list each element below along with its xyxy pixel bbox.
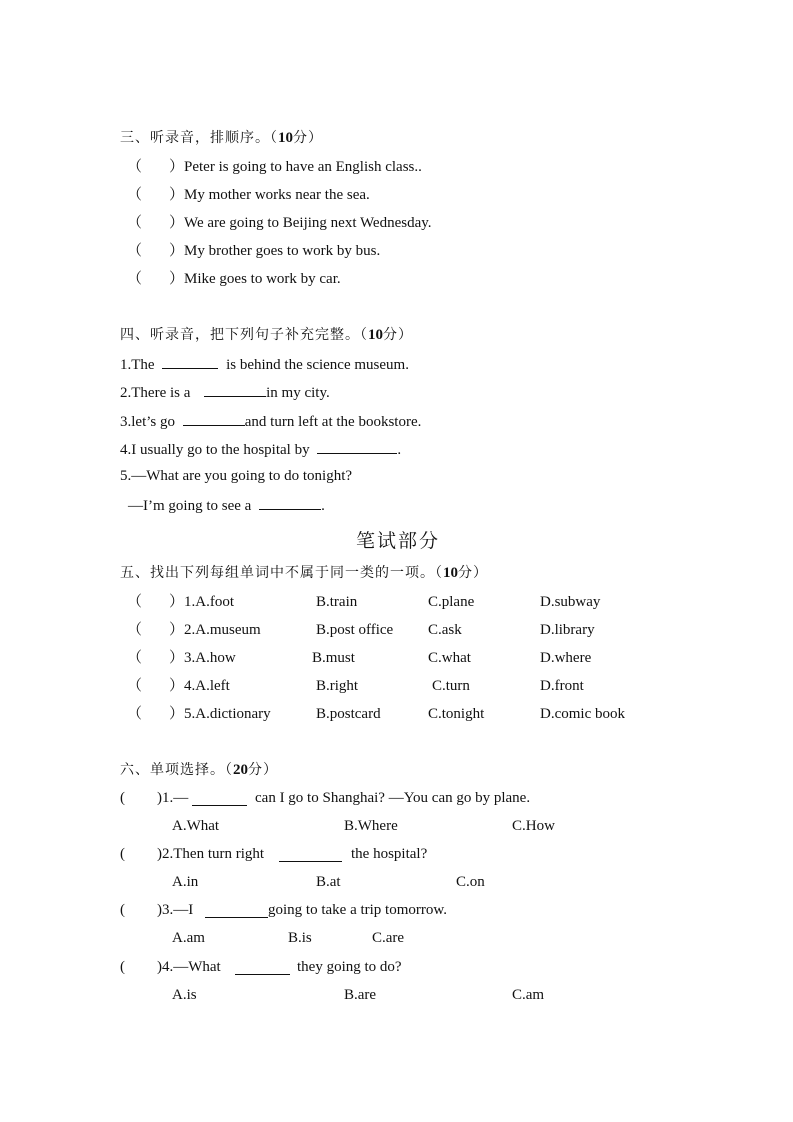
written-part-title: 笔试部分 — [356, 530, 441, 552]
fill-question-5-answer: —I’m going to see a . — [128, 494, 325, 516]
answer-blank[interactable] — [205, 902, 268, 918]
fill-question-4: 4.I usually go to the hospital by . — [120, 438, 401, 460]
answer-blank[interactable] — [259, 494, 321, 510]
section6-heading: 六、单项选择。（20分） — [120, 762, 278, 778]
answer-blank[interactable] — [279, 846, 342, 862]
fill-question-3: 3.let’s go and turn left at the bookstore. — [120, 410, 421, 432]
section4-heading: 四、听录音，把下列句子补充完整。（10分） — [120, 327, 413, 343]
fill-question-1: 1.The is behind the science museum. — [120, 353, 409, 375]
answer-blank[interactable] — [317, 438, 397, 454]
answer-blank[interactable] — [235, 959, 290, 975]
fill-question-5: 5.—What are you going to do tonight? — [120, 468, 353, 484]
answer-blank[interactable] — [162, 353, 218, 369]
answer-blank[interactable] — [192, 790, 247, 806]
section5-heading: 五、找出下列每组单词中不属于同一类的一项。（10分） — [120, 565, 488, 581]
answer-blank[interactable] — [204, 381, 266, 397]
fill-question-2: 2.There is a in my city. — [120, 381, 330, 403]
section3-heading: 三、听录音，排顺序。（10分） — [120, 130, 323, 146]
answer-blank[interactable] — [183, 410, 245, 426]
